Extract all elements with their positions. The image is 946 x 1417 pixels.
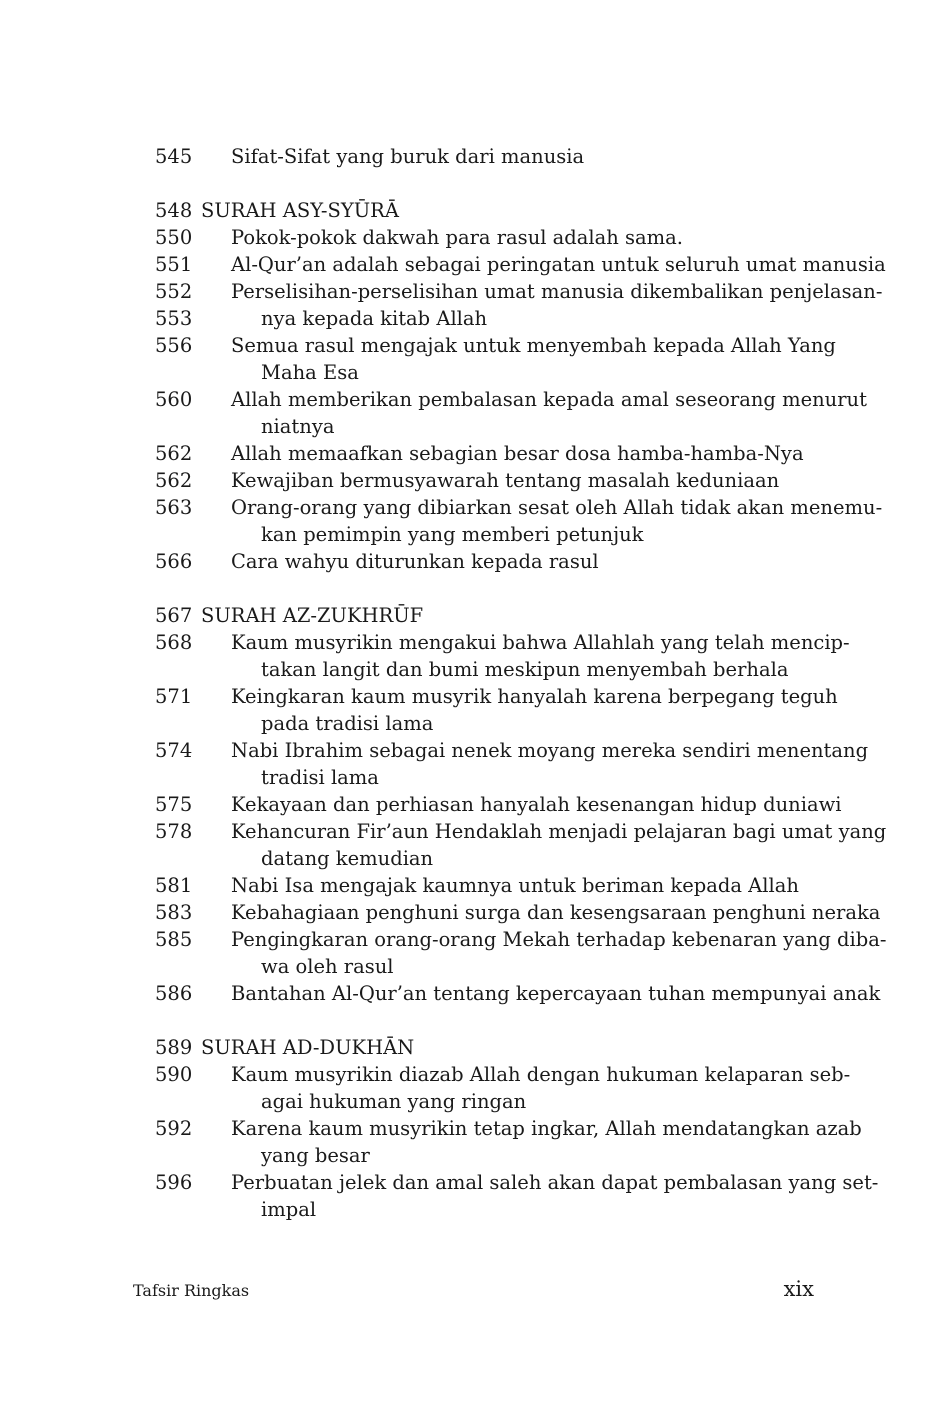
section-spacer	[155, 1007, 815, 1034]
entry-text: agai hukuman yang ringan	[261, 1090, 527, 1113]
page-ref: 567	[155, 604, 193, 627]
toc-entry-continuation	[155, 305, 815, 332]
entry-text: Maha Esa	[261, 361, 359, 384]
toc-entry	[155, 1169, 879, 1196]
toc-entry-continuation	[155, 845, 815, 872]
page-ref: 590	[155, 1063, 193, 1086]
entry-text: Orang-orang yang dibiarkan sesat oleh Allah tidak akan menemu-	[231, 496, 883, 519]
page-ref: 571	[155, 685, 193, 708]
toc-entry	[155, 224, 815, 251]
entry-text: Cara wahyu diturunkan kepada rasul	[231, 550, 599, 573]
toc-entry	[155, 467, 815, 494]
section-spacer	[155, 575, 815, 602]
entry-text: Allah memaafkan sebagian besar dosa hamba-hamba-Nya	[231, 442, 804, 465]
entry-text: Karena kaum musyrikin tetap ingkar, Allah mendatangkan azab	[231, 1117, 862, 1140]
page-ref: 562	[155, 469, 193, 492]
toc-entry	[155, 278, 883, 305]
toc-entry	[155, 386, 867, 413]
entry-text: Allah memberikan pembalasan kepada amal seseorang menurut	[231, 388, 867, 411]
entry-text: Kewajiban bermusyawarah tentang masalah keduniaan	[231, 469, 780, 492]
page-ref: 592	[155, 1117, 193, 1140]
toc-entry	[155, 332, 836, 359]
page-ref: 578	[155, 820, 193, 843]
entry-text: Bantahan Al-Qur’an tentang kepercayaan tuhan mempunyai anak	[231, 982, 881, 1005]
toc-entry	[155, 494, 883, 521]
toc-entry-continuation	[155, 1088, 815, 1115]
entry-text: datang kemudian	[261, 847, 434, 870]
page-ref: 545	[155, 145, 193, 168]
entry-text: pada tradisi lama	[261, 712, 434, 735]
entry-text: Nabi Isa mengajak kaumnya untuk beriman kepada Allah	[231, 874, 799, 897]
entry-text: yang besar	[261, 1144, 370, 1167]
entry-text: Nabi Ibrahim sebagai nenek moyang mereka sendiri menentang	[231, 739, 869, 762]
toc-entry	[155, 143, 815, 170]
entry-text: Kekayaan dan perhiasan hanyalah kesenangan hidup duniawi	[231, 793, 842, 816]
entry-text: nya kepada kitab Allah	[261, 307, 488, 330]
entry-text: Keingkaran kaum musyrik hanyalah karena berpegang teguh	[231, 685, 838, 708]
page-ref: 575	[155, 793, 193, 816]
toc-entry	[155, 683, 838, 710]
page-ref: 551	[155, 253, 193, 276]
page-ref: 562	[155, 442, 193, 465]
surah-title: SURAH ASY-SYŪRĀ	[201, 199, 399, 222]
surah-title: SURAH AD-DUKHĀN	[201, 1036, 415, 1059]
toc-entry	[155, 899, 881, 926]
entry-text: takan langit dan bumi meskipun menyembah berhala	[261, 658, 789, 681]
entry-text: Sifat-Sifat yang buruk dari manusia	[231, 145, 585, 168]
entry-text: wa oleh rasul	[261, 955, 394, 978]
toc-entry-continuation	[155, 656, 815, 683]
page-ref: 552	[155, 280, 193, 303]
page-ref: 566	[155, 550, 193, 573]
toc-entry	[155, 1115, 862, 1142]
entry-text: Kehancuran Fir’aun Hendaklah menjadi pelajaran bagi umat yang	[231, 820, 887, 843]
entry-text: tradisi lama	[261, 766, 379, 789]
entry-text: Perselisihan-perselisihan umat manusia dikembalikan penjelasan-	[231, 280, 883, 303]
toc-entry	[155, 872, 815, 899]
page-number: xix	[783, 1277, 814, 1301]
surah-title: SURAH AZ-ZUKHRŪF	[201, 604, 424, 627]
entry-text: Kaum musyrikin diazab Allah dengan hukuman kelaparan seb-	[231, 1063, 851, 1086]
entry-text: Perbuatan jelek dan amal saleh akan dapat pembalasan yang set-	[231, 1171, 879, 1194]
section-spacer	[155, 170, 815, 197]
toc-entry	[155, 818, 887, 845]
entry-text: niatnya	[261, 415, 335, 438]
page-ref: 556	[155, 334, 193, 357]
entry-text: Semua rasul mengajak untuk menyembah kepada Allah Yang	[231, 334, 836, 357]
toc-entry	[155, 791, 842, 818]
toc-entry	[155, 980, 881, 1007]
entry-text: Pokok-pokok dakwah para rasul adalah sama.	[231, 226, 683, 249]
toc-entry	[155, 251, 886, 278]
page-ref: 574	[155, 739, 193, 762]
book-title: Tafsir Ringkas	[133, 1281, 250, 1300]
page-ref: 553	[155, 307, 193, 330]
toc-entry-continuation	[155, 521, 815, 548]
page-ref: 563	[155, 496, 193, 519]
page-ref: 585	[155, 928, 193, 951]
toc-entry-continuation	[155, 1142, 815, 1169]
entry-text: kan pemimpin yang memberi petunjuk	[261, 523, 644, 546]
surah-heading	[155, 602, 815, 629]
page-ref: 589	[155, 1036, 193, 1059]
surah-heading	[155, 1034, 815, 1061]
page-ref: 548	[155, 199, 193, 222]
surah-heading	[155, 197, 815, 224]
toc-entry	[155, 548, 815, 575]
page-ref: 586	[155, 982, 193, 1005]
page-ref: 550	[155, 226, 193, 249]
page-ref: 581	[155, 874, 193, 897]
page-ref: 596	[155, 1171, 193, 1194]
page-ref: 568	[155, 631, 193, 654]
table-of-contents	[155, 143, 887, 1223]
toc-entry	[155, 1061, 851, 1088]
toc-entry-continuation	[155, 710, 815, 737]
page-ref: 560	[155, 388, 193, 411]
toc-entry-continuation	[155, 953, 815, 980]
toc-entry	[155, 440, 815, 467]
entry-text: Kaum musyrikin mengakui bahwa Allahlah yang telah mencip-	[231, 631, 850, 654]
toc-entry-continuation	[155, 764, 815, 791]
page-ref: 583	[155, 901, 193, 924]
entry-text: Al-Qur’an adalah sebagai peringatan untuk seluruh umat manusia	[231, 253, 886, 276]
entry-text: Kebahagiaan penghuni surga dan kesengsaraan penghuni neraka	[231, 901, 881, 924]
toc-entry-continuation	[155, 359, 815, 386]
entry-text: impal	[261, 1198, 317, 1221]
entry-text: Pengingkaran orang-orang Mekah terhadap kebenaran yang diba-	[231, 928, 887, 951]
toc-entry-continuation	[155, 413, 815, 440]
toc-entry-continuation	[155, 1196, 815, 1223]
toc-entry	[155, 629, 850, 656]
toc-entry	[155, 926, 887, 953]
toc-entry	[155, 737, 869, 764]
